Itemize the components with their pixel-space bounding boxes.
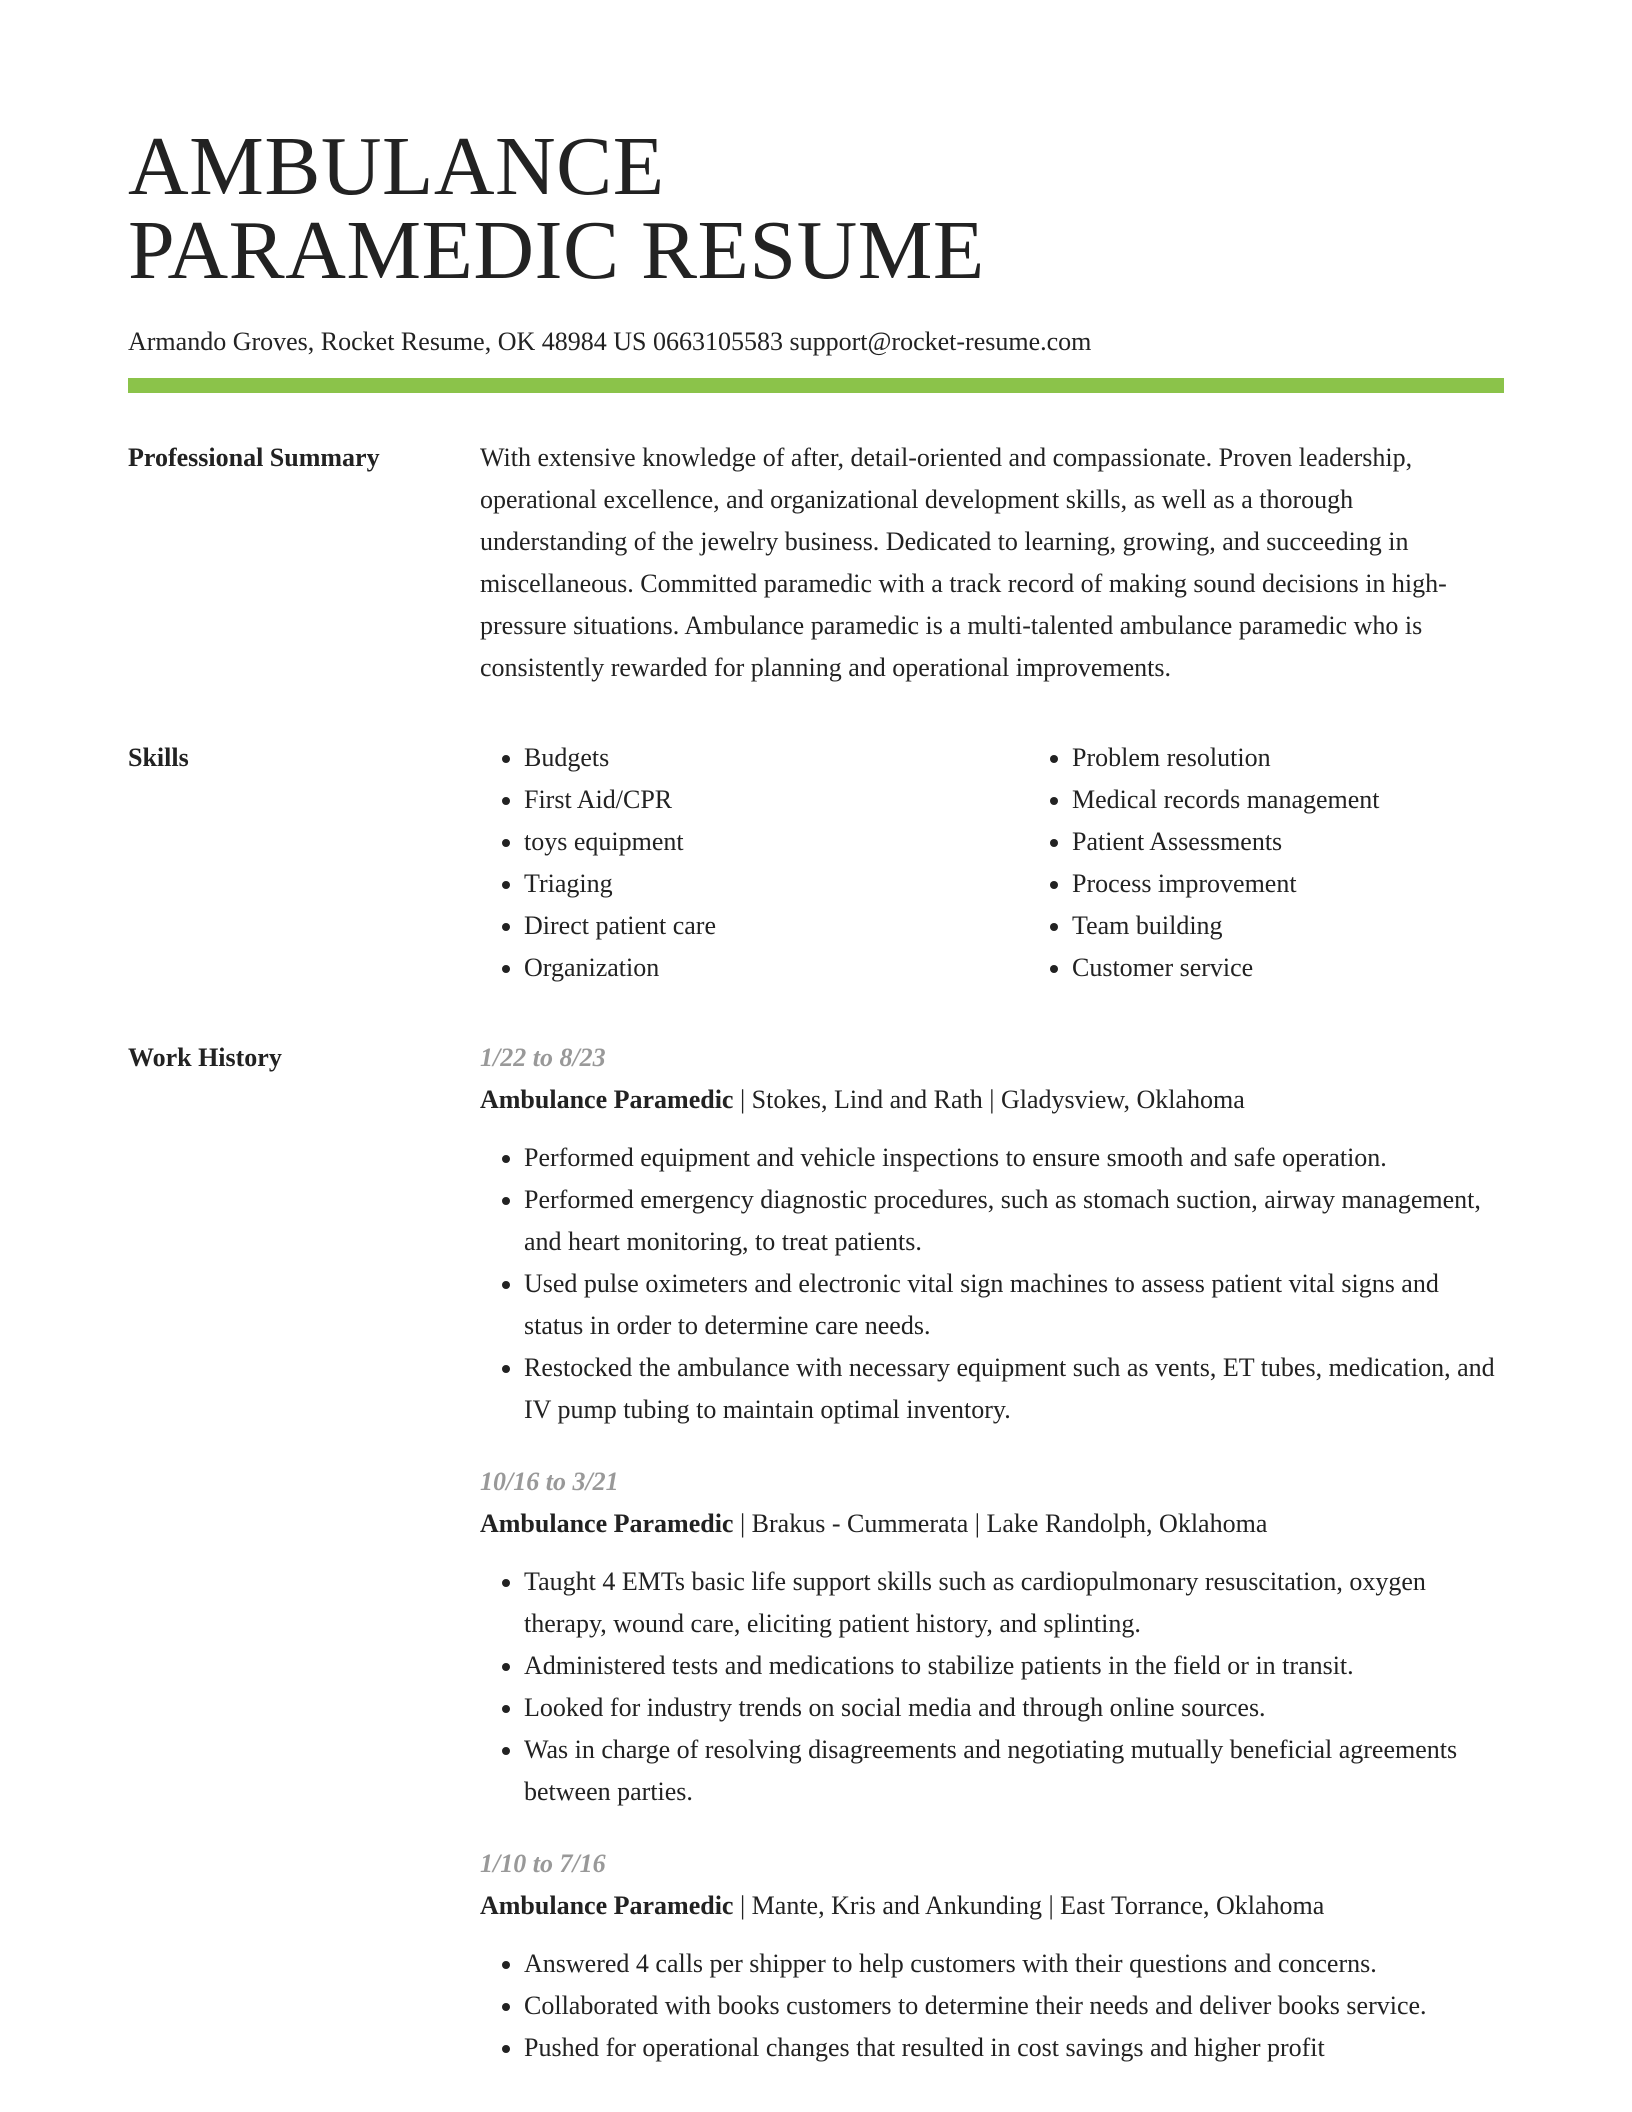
job-bullet: • Performed emergency diagnostic procedures, such as stomach suction, airway management, and heart monitoring, to treat patients. [524, 1179, 1504, 1263]
accent-divider [128, 378, 1504, 393]
skill-item: • toys equipment [524, 821, 1028, 863]
job-dates: 1/22 to 8/23 [480, 1043, 606, 1072]
summary-text: With extensive knowledge of after, detail-oriented and compassionate. Proven leadership, operational excellence, and organizational development skills, as well as a thorough understanding of the jewelry business. Dedicated to learning, growing, and succeeding in miscellaneous. Committed paramedic with a track record of making sound decisions in high-pressure situations. Ambulance paramedic is a multi-talented ambulance paramedic who is consistently rewarded for planning and operational improvements. [480, 443, 1447, 682]
job-bullets [480, 1137, 1504, 1431]
skills-list-left [480, 737, 1028, 989]
job-bullet: • Restocked the ambulance with necessary equipment such as vents, ET tubes, medication, and IV pump tubing to maintain optimal inventory. [524, 1347, 1504, 1431]
job-bullet: • Taught 4 EMTs basic life support skills such as cardiopulmonary resuscitation, oxygen therapy, wound care, eliciting patient history, and splinting. [524, 1561, 1504, 1645]
job-entry [480, 1461, 1504, 1813]
job-bullet: • Used pulse oximeters and electronic vital sign machines to assess patient vital signs and status in order to determine care needs. [524, 1263, 1504, 1347]
job-employer-location: | Stokes, Lind and Rath | Gladysview, Oklahoma [733, 1085, 1245, 1114]
section-label-skills: Skills [128, 743, 189, 772]
work-history-section [128, 1037, 1504, 2099]
skills-section [128, 737, 1504, 989]
job-bullet: • Was in charge of resolving disagreements and negotiating mutually beneficial agreements between parties. [524, 1729, 1504, 1813]
skill-item: • Direct patient care [524, 905, 1028, 947]
job-dates: 10/16 to 3/21 [480, 1467, 619, 1496]
job-title: Ambulance Paramedic [480, 1891, 734, 1920]
job-employer-location: | Brakus - Cummerata | Lake Randolph, Oklahoma [733, 1509, 1268, 1538]
job-heading [480, 1079, 1504, 1121]
job-bullet: • Pushed for operational changes that resulted in cost savings and higher profit [524, 2027, 1504, 2069]
job-dates: 1/10 to 7/16 [480, 1849, 606, 1878]
job-bullet: • Performed equipment and vehicle inspections to ensure smooth and safe operation. [524, 1137, 1504, 1179]
resume-page [128, 120, 1504, 2099]
skill-item: • Patient Assessments [1072, 821, 1576, 863]
resume-title [128, 120, 1504, 297]
job-bullet: • Administered tests and medications to stabilize patients in the field or in transit. [524, 1645, 1504, 1687]
job-bullets [480, 1943, 1504, 2069]
job-title: Ambulance Paramedic [480, 1509, 734, 1538]
job-employer-location: | Mante, Kris and Ankunding | East Torrance, Oklahoma [733, 1891, 1325, 1920]
title-line-1: AMBULANCE [128, 120, 665, 213]
job-bullets [480, 1561, 1504, 1813]
title-line-2: PARAMEDIC RESUME [128, 204, 985, 297]
skills-list-right [1028, 737, 1576, 989]
skill-item: • Problem resolution [1072, 737, 1576, 779]
skill-item: • Organization [524, 947, 1028, 989]
job-entry [480, 1037, 1504, 1431]
job-heading [480, 1503, 1504, 1545]
job-entry [480, 1843, 1504, 2069]
professional-summary-section [128, 437, 1504, 689]
skill-item: • Team building [1072, 905, 1576, 947]
job-bullet: • Looked for industry trends on social media and through online sources. [524, 1687, 1504, 1729]
contact-line: Armando Groves, Rocket Resume, OK 48984 US 0663105583 support@rocket-resume.com [128, 327, 1092, 356]
job-bullet: • Collaborated with books customers to determine their needs and deliver books service. [524, 1985, 1504, 2027]
section-label-summary: Professional Summary [128, 443, 380, 472]
job-bullet: • Answered 4 calls per shipper to help customers with their questions and concerns. [524, 1943, 1504, 1985]
skill-item: • Customer service [1072, 947, 1576, 989]
skill-item: • Triaging [524, 863, 1028, 905]
skill-item: • Medical records management [1072, 779, 1576, 821]
skill-item: • First Aid/CPR [524, 779, 1028, 821]
skill-item: • Process improvement [1072, 863, 1576, 905]
job-title: Ambulance Paramedic [480, 1085, 734, 1114]
job-heading [480, 1885, 1504, 1927]
skill-item: • Budgets [524, 737, 1028, 779]
section-label-work: Work History [128, 1043, 282, 1072]
